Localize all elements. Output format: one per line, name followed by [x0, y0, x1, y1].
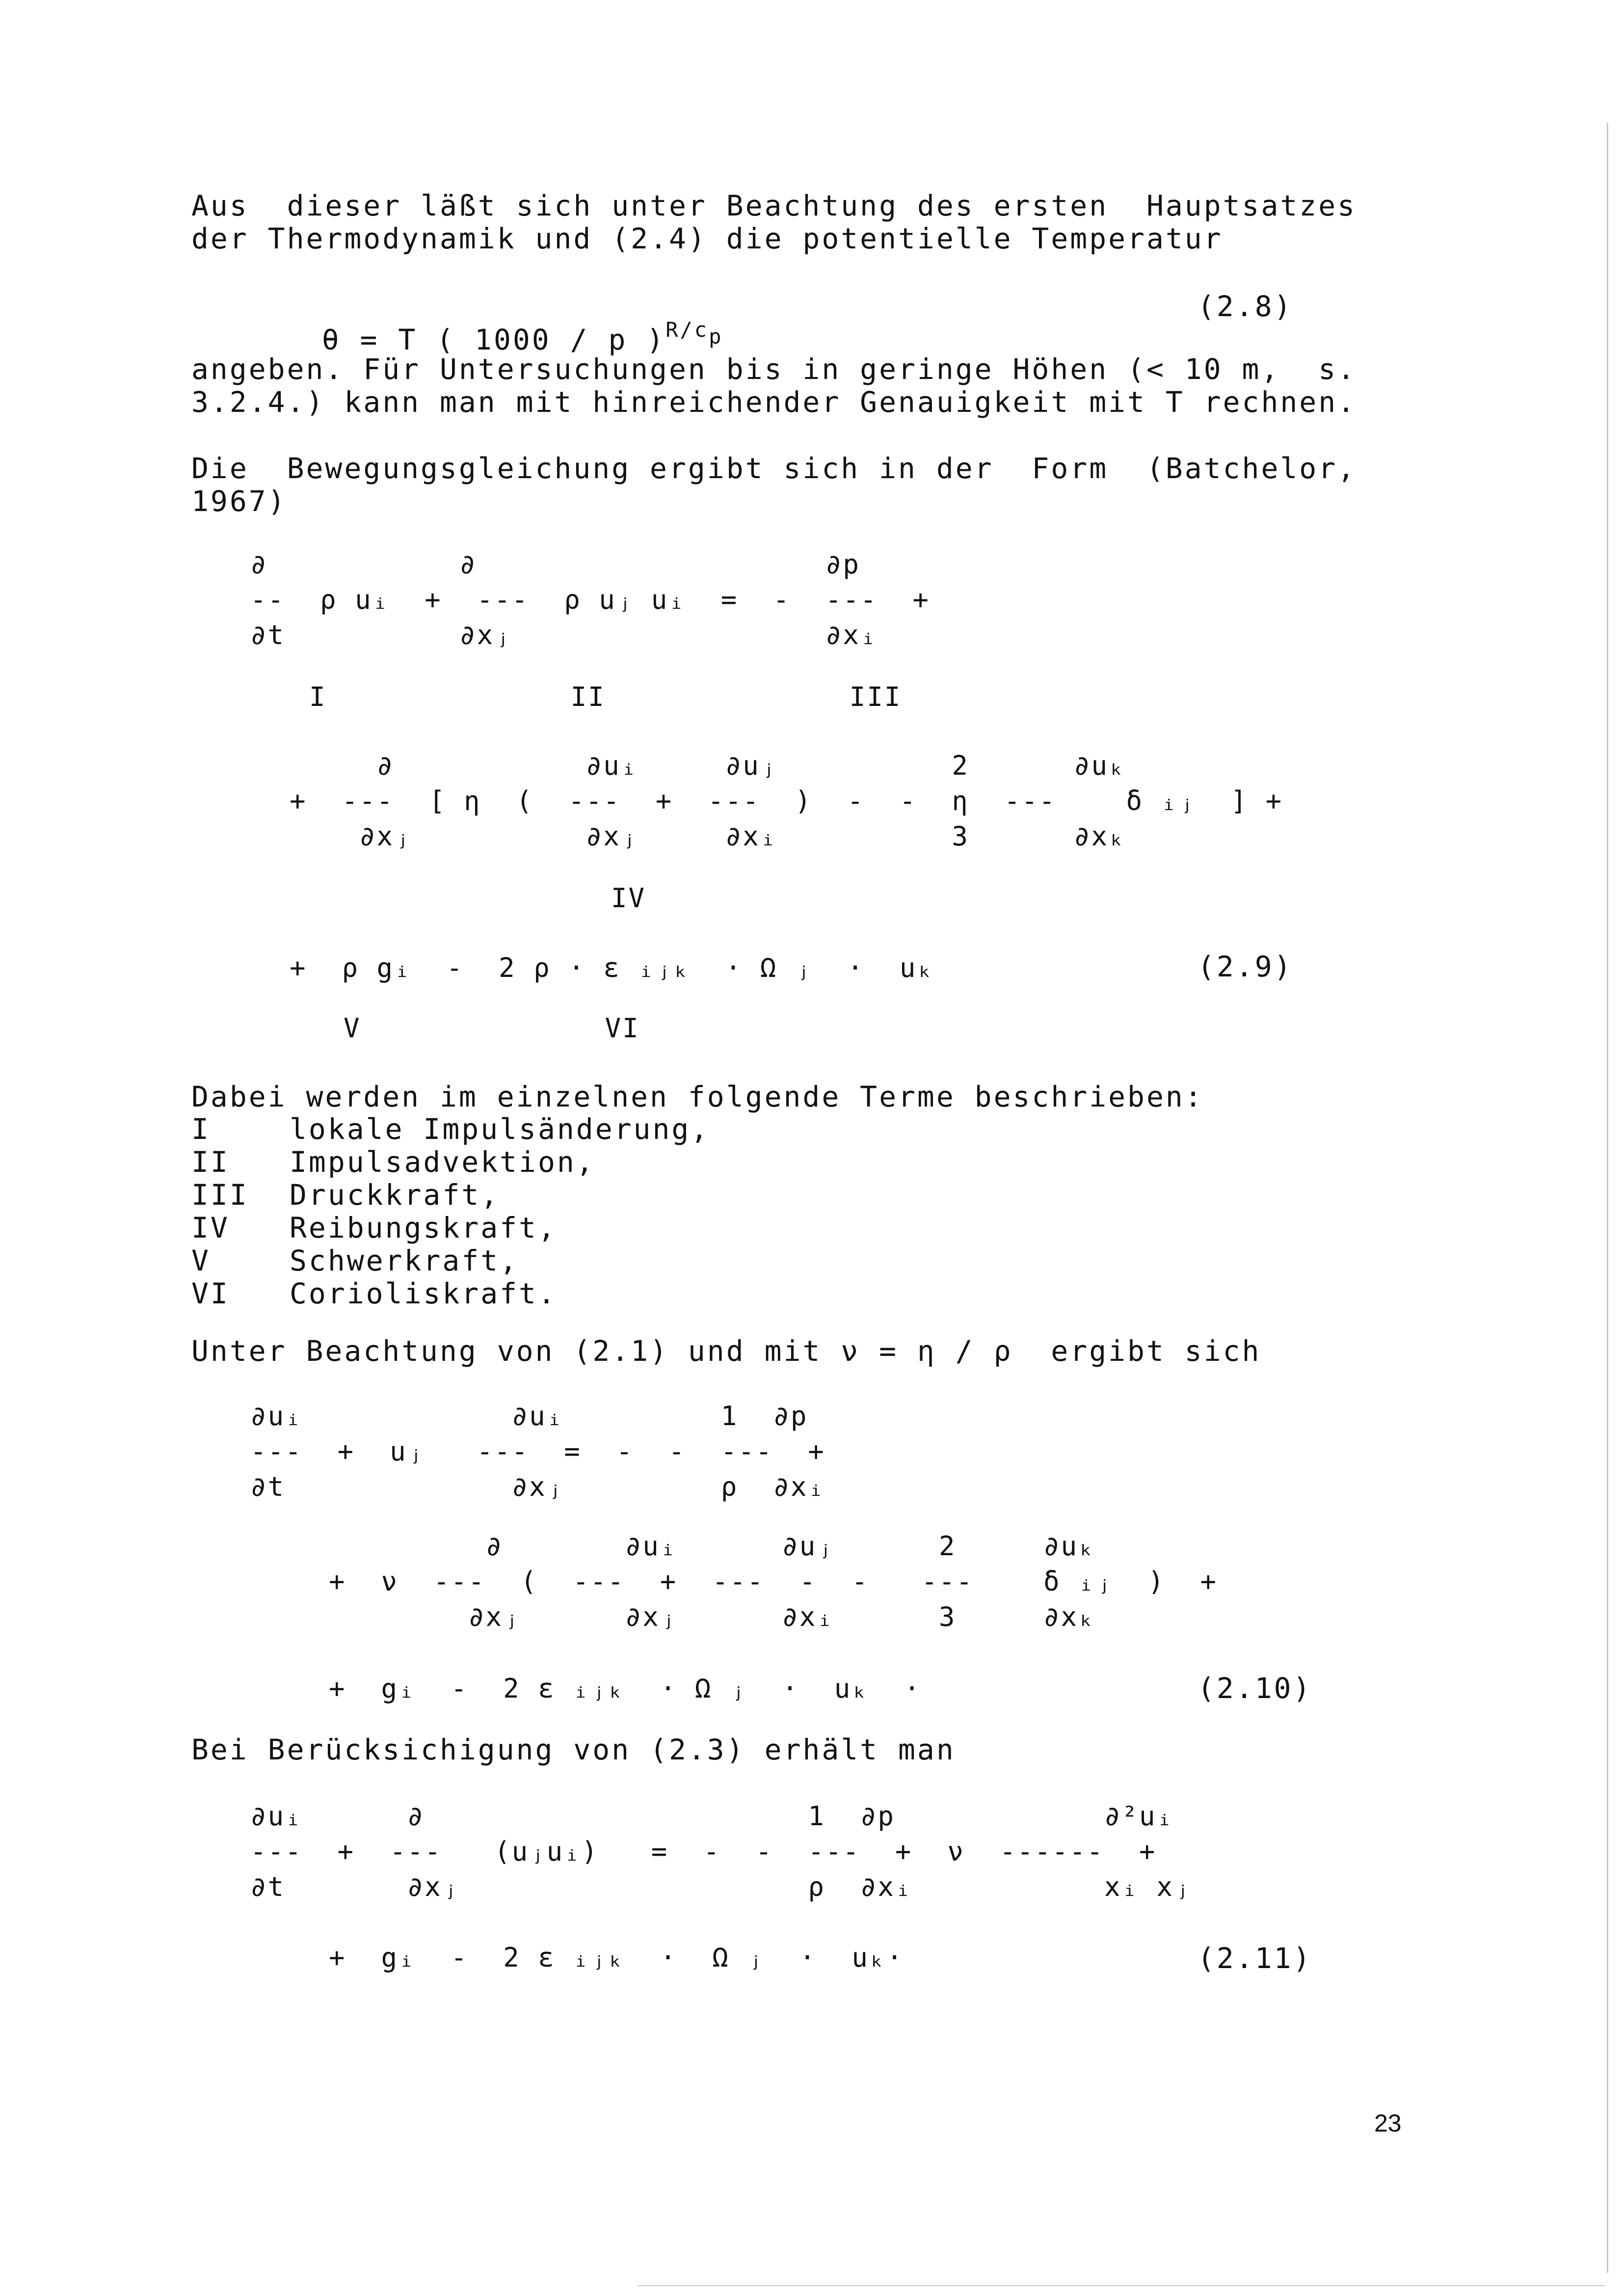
- eq-2-10-line1-numerators: ∂uᵢ ∂uᵢ 1 ∂p: [250, 1401, 808, 1432]
- eq-2-9-line1-numerators: ∂ ∂ ∂p: [250, 549, 860, 580]
- eq-2-9-line2-main: + --- [ η ( --- + --- ) - - η --- δ ᵢⱼ ] +: [290, 785, 1283, 816]
- right-scan-edge: [1607, 123, 1608, 2273]
- eq-2-10-line1-main: --- + uⱼ --- = - - --- +: [250, 1436, 825, 1467]
- page-number: 23: [1374, 2109, 1402, 2137]
- paragraph-2-line-1: angeben. Für Untersuchungen bis in geringe Höhen (< 10 m, s.: [191, 352, 1357, 386]
- eq-2-10-line2-denominators: ∂xⱼ ∂xⱼ ∂xᵢ 3 ∂xₖ: [329, 1601, 1096, 1632]
- term-label: Druckkraft,: [290, 1178, 500, 1212]
- eq-2-9-line1-denominators: ∂t ∂xⱼ ∂xᵢ: [250, 620, 878, 650]
- eq-2-9-line1-main: -- ρ uᵢ + --- ρ uⱼ uᵢ = - --- +: [250, 584, 930, 615]
- equation-2-8-body: θ = T ( 1000 / p ): [321, 323, 666, 356]
- paragraph-6: Bei Berücksichigung von (2.3) erhält man: [191, 1733, 956, 1766]
- eq-2-11-line1-denominators: ∂t ∂xⱼ ρ ∂xᵢ xᵢ xⱼ: [250, 1871, 1192, 1902]
- term-row: II: [191, 1145, 230, 1179]
- paragraph-4: Dabei werden im einzelnen folgende Terme beschrieben:: [191, 1080, 1204, 1113]
- eq-2-11-line1-main: --- + --- (uⱼuᵢ) = - - --- + ν ------ +: [250, 1836, 1157, 1867]
- equation-2-11-number: (2.11): [1197, 1942, 1312, 1975]
- eq-2-10-line1-denominators: ∂t ∂xⱼ ρ ∂xᵢ: [250, 1471, 825, 1502]
- paragraph-2-line-2: 3.2.4.) kann man mit hinreichender Genauigkeit mit T rechnen.: [191, 385, 1357, 419]
- eq-2-9-term-label-iv: IV: [611, 883, 646, 914]
- term-label: Corioliskraft.: [290, 1277, 557, 1310]
- eq-2-10-line3-main: + gᵢ - 2 ε ᵢⱼₖ · Ω ⱼ · uₖ ·: [329, 1673, 922, 1704]
- eq-2-9-term-labels-2: V VI: [344, 1013, 640, 1044]
- paragraph-3-line-2: 1967): [191, 485, 287, 518]
- paragraph-5: Unter Beachtung von (2.1) und mit ν = η / ρ ergibt sich: [191, 1334, 1261, 1368]
- equation-2-10-number: (2.10): [1197, 1672, 1312, 1705]
- term-label: lokale Impulsänderung,: [290, 1112, 710, 1146]
- eq-2-10-line2-numerators: ∂ ∂uᵢ ∂uⱼ 2 ∂uₖ: [329, 1531, 1096, 1562]
- eq-2-11-line2-main: + gᵢ - 2 ε ᵢⱼₖ · Ω ⱼ · uₖ·: [329, 1942, 904, 1973]
- term-row: I: [191, 1112, 211, 1146]
- paragraph-1-line-2: der Thermodynamik und (2.4) die potentielle Temperatur: [191, 222, 1223, 255]
- term-row: IV: [191, 1211, 230, 1244]
- eq-2-9-line2-numerators: ∂ ∂uᵢ ∂uⱼ 2 ∂uₖ: [290, 750, 1126, 781]
- equation-2-8-exponent: R/cp: [665, 318, 723, 349]
- paragraph-1-line-1: Aus dieser läßt sich unter Beachtung des ersten Hauptsatzes: [191, 189, 1357, 222]
- term-row: V: [191, 1244, 211, 1277]
- paragraph-3-line-1: Die Bewegungsgleichung ergibt sich in der Form (Batchelor,: [191, 452, 1357, 485]
- eq-2-9-term-labels-1: I II III: [309, 681, 902, 712]
- bottom-scan-edge: [638, 2285, 1605, 2286]
- eq-2-9-line2-denominators: ∂xⱼ ∂xⱼ ∂xᵢ 3 ∂xₖ: [290, 821, 1126, 852]
- term-label: Reibungskraft,: [290, 1211, 557, 1244]
- eq-2-10-line2-main: + ν --- ( --- + --- - - --- δ ᵢⱼ ) +: [329, 1566, 1218, 1597]
- eq-2-11-line1-numerators: ∂uᵢ ∂ 1 ∂p ∂²uᵢ: [250, 1801, 1174, 1832]
- term-label: Schwerkraft,: [290, 1244, 519, 1277]
- term-row: III: [191, 1178, 249, 1212]
- term-row: VI: [191, 1277, 230, 1310]
- equation-2-9-number: (2.9): [1197, 950, 1293, 983]
- term-label: Impulsadvektion,: [290, 1145, 595, 1179]
- eq-2-9-line3-main: + ρ gᵢ - 2 ρ · ε ᵢⱼₖ · Ω ⱼ · uₖ: [290, 952, 934, 983]
- equation-2-8-number: (2.8): [1197, 290, 1293, 323]
